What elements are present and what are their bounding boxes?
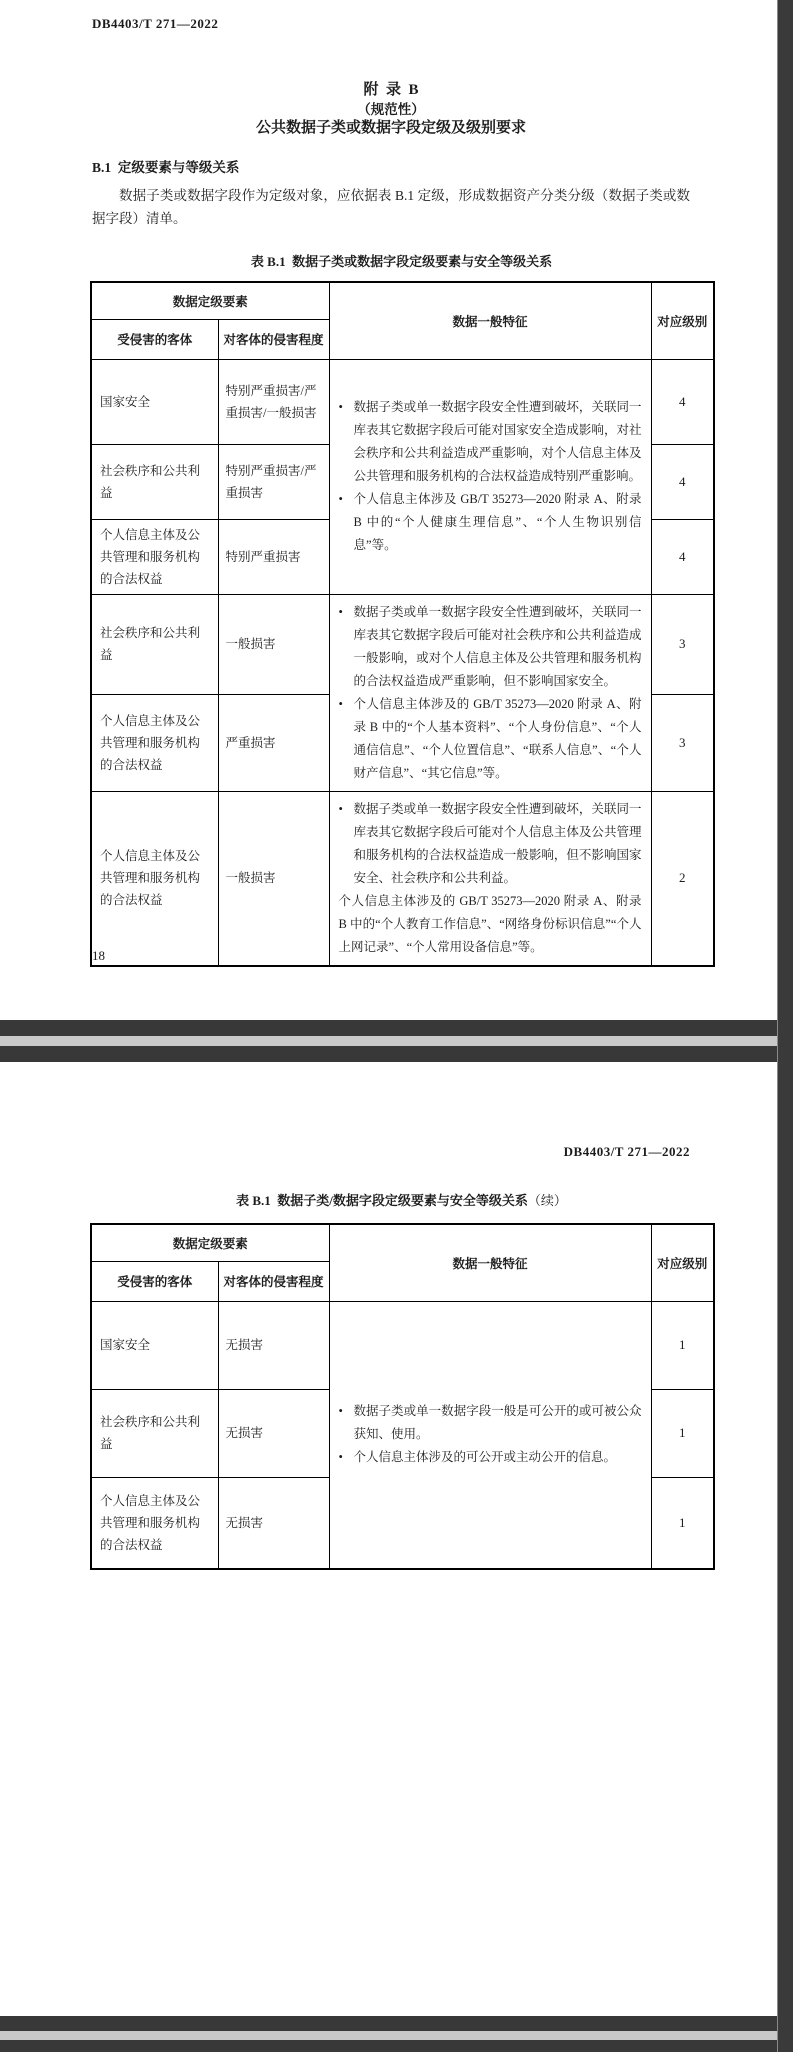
appendix-subject-title: 公共数据子类或数据字段定级及级别要求: [255, 120, 526, 136]
level-value: 3: [651, 594, 714, 695]
table-row: [91, 791, 714, 966]
intro-paragraph: 数据子类或数据字段作为定级对象，应依据表 B.1 定级，形成数据资产分类分级（数据子类或数据字段）清单。: [92, 188, 690, 226]
header-level: 对应级别: [651, 1224, 714, 1301]
page-separator-gap: [0, 1036, 793, 1046]
bullet-icon: •: [338, 1450, 343, 1465]
harmed-object-cell: 个人信息主体及公共管理和服务机构的合法权益: [91, 1477, 218, 1569]
features-cell-level4: [329, 359, 651, 594]
feature-text: 数据子类或单一数据字段安全性遭到破坏，关联同一库表其它数据字段后可能对个人信息主体及公共管理和服务机构的合法权益造成一般影响，但不影响国家安全、社会秩序和公共利益。: [353, 801, 642, 885]
feature-text: 数据子类或单一数据字段一般是可公开的或可被公众获知、使用。: [353, 1404, 642, 1442]
appendix-title: 附 录 B: [363, 82, 419, 98]
grading-table-page2: [90, 1223, 715, 1570]
page1-doc-code: DB4403/T 271—2022: [92, 16, 219, 31]
harm-degree-cell: 严重损害: [218, 695, 329, 791]
header-harmed-object: 受侵害的客体: [91, 1261, 218, 1301]
harm-degree-cell: 一般损害: [218, 594, 329, 695]
table-row: [91, 359, 714, 444]
harm-degree-cell: 无损害: [218, 1477, 329, 1569]
header-harm-degree: 对客体的侵害程度: [218, 1261, 329, 1301]
header-general-features: 数据一般特征: [329, 282, 651, 359]
features-cell-level1: [329, 1301, 651, 1569]
header-grading-elements: 数据定级要素: [91, 1224, 329, 1261]
bullet-icon: •: [338, 492, 343, 506]
header-general-features: 数据一般特征: [329, 1224, 651, 1301]
bullet-icon: •: [338, 696, 343, 711]
harmed-object-cell: 个人信息主体及公共管理和服务机构的合法权益: [91, 791, 218, 966]
page-separator-gap: [0, 2031, 793, 2040]
header-level: 对应级别: [651, 282, 714, 359]
table-row: [91, 594, 714, 695]
feature-text: 个人信息主体涉及 GB/T 35273—2020 附录 A、附录 B 中的“个人健康生理信息”、“个人生物识别信息”等。: [353, 492, 642, 552]
harm-degree-cell: 特别严重损害/严重损害: [218, 444, 329, 519]
level-value: 3: [651, 695, 714, 791]
harmed-object-cell: 社会秩序和公共利益: [91, 1389, 218, 1477]
page2-doc-code: DB4403/T 271—2022: [563, 1144, 690, 1159]
bullet-icon: •: [338, 1404, 343, 1419]
bullet-icon: •: [338, 801, 343, 816]
harmed-object-cell: 个人信息主体及公共管理和服务机构的合法权益: [91, 695, 218, 791]
section-b1-heading: B.1 定级要素与等级关系: [92, 160, 240, 175]
table-b1-title: 表 B.1 数据子类或数据字段定级要素与安全等级关系: [250, 254, 553, 269]
feature-text: 数据子类或单一数据字段安全性遭到破坏，关联同一库表其它数据字段后可能对社会秩序和公共利益造成一般影响，或对个人信息主体及公共管理和服务机构的合法权益造成严重影响，但不影响国家安全。: [353, 604, 642, 688]
level-value: 1: [651, 1477, 714, 1569]
bullet-icon: •: [338, 604, 343, 619]
feature-text: 个人信息主体涉及的可公开或主动公开的信息。: [353, 1450, 617, 1465]
harmed-object-cell: 国家安全: [91, 1301, 218, 1389]
page-separator: [0, 2040, 793, 2052]
features-cell-level2: [329, 791, 651, 966]
feature-text: 个人信息主体涉及的 GB/T 35273—2020 附录 A、附录 B 中的“个人基本资料”、“个人身份信息”、“个人通信信息”、“个人位置信息”、“联系人信息”、“个人财产信息”、“其它信息”等。: [353, 696, 642, 780]
feature-text: 数据子类或单一数据字段安全性遭到破坏，关联同一库表其它数据字段后可能对国家安全造成影响，对社会秩序和公共利益造成严重影响，对个人信息主体及公共管理和服务机构的合法权益造成特别严重影响。: [353, 400, 642, 483]
harm-degree-cell: 无损害: [218, 1301, 329, 1389]
bullet-icon: •: [338, 400, 343, 414]
header-harmed-object: 受侵害的客体: [91, 319, 218, 359]
level-value: 4: [651, 519, 714, 594]
page-separator: [0, 2016, 793, 2031]
page-separator: [0, 1046, 793, 1062]
header-harm-degree: 对客体的侵害程度: [218, 319, 329, 359]
harmed-object-cell: 国家安全: [91, 359, 218, 444]
table-row: [91, 1301, 714, 1389]
harm-degree-cell: 无损害: [218, 1389, 329, 1477]
harm-degree-cell: 特别严重损害/严重损害/一般损害: [218, 359, 329, 444]
table-title-suffix: （续）: [527, 1193, 567, 1208]
harmed-object-cell: 个人信息主体及公共管理和服务机构的合法权益: [91, 519, 218, 594]
feature-text: 个人信息主体涉及的 GB/T 35273—2020 附录 A、附录 B 中的“个人教育工作信息”、“网络身份标识信息”“个人上网记录”、“个人常用设备信息”等。: [338, 893, 642, 954]
grading-table-page1: [90, 281, 715, 967]
table-title-main: 表 B.1 数据子类/数据字段定级要素与安全等级关系: [236, 1193, 528, 1208]
features-cell-level3: [329, 594, 651, 791]
harm-degree-cell: 特别严重损害: [218, 519, 329, 594]
page-separator: [0, 1020, 793, 1036]
right-edge-strip: [777, 0, 793, 2052]
level-value: 2: [651, 791, 714, 966]
level-value: 4: [651, 359, 714, 444]
harmed-object-cell: 社会秩序和公共利益: [91, 444, 218, 519]
harmed-object-cell: 社会秩序和公共利益: [91, 594, 218, 695]
page-number: 18: [92, 948, 105, 963]
table-b1-continued-title: [90, 1190, 713, 1209]
appendix-normative-label: （规范性）: [357, 102, 425, 117]
level-value: 4: [651, 444, 714, 519]
header-grading-elements: 数据定级要素: [91, 282, 329, 319]
level-value: 1: [651, 1301, 714, 1389]
harm-degree-cell: 一般损害: [218, 791, 329, 966]
level-value: 1: [651, 1389, 714, 1477]
